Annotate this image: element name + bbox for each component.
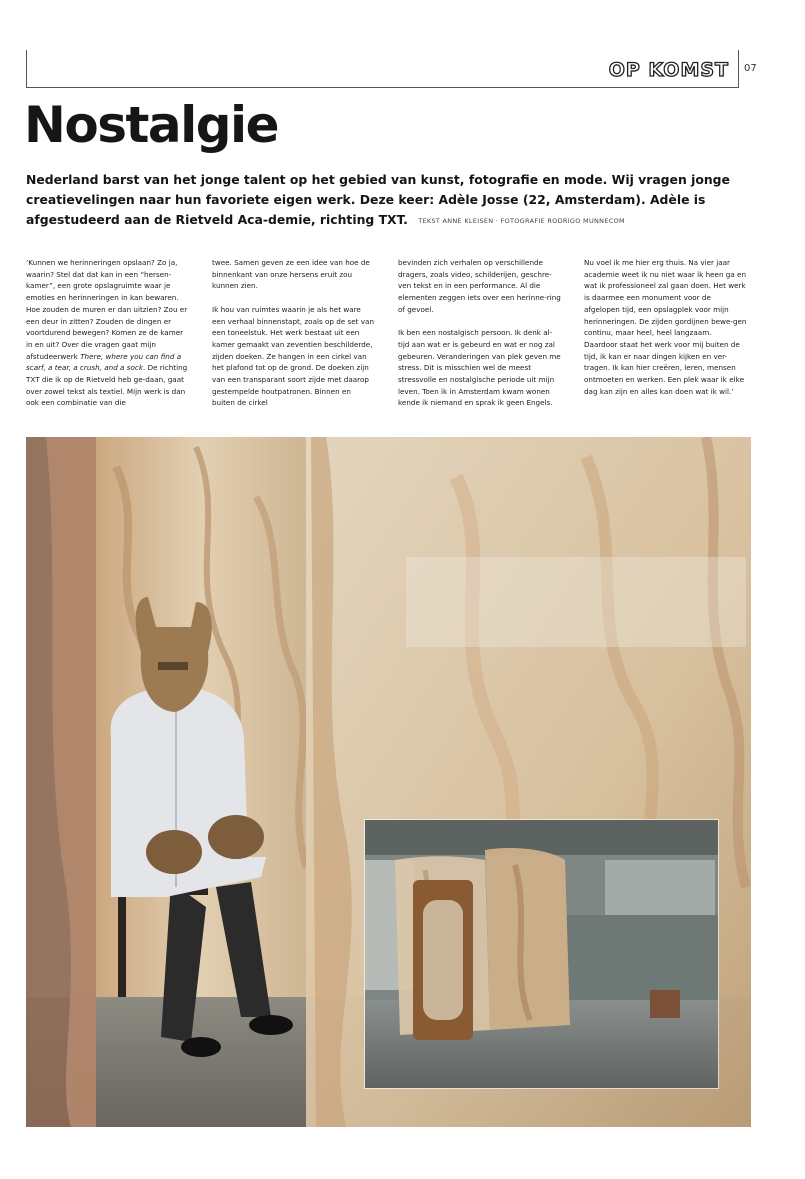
page-number: 07 bbox=[744, 63, 757, 74]
column-1-paragraph-1 bbox=[26, 257, 189, 409]
article-title: Nostalgie bbox=[24, 96, 279, 154]
intro-text: Nederland barst van het jonge talent op het gebied van kunst, fotografie en mode. Wij vragen jonge creatievelingen naar hun favoriete eigen werk. Deze keer: Adèle Josse (22, Amsterdam). Adèle is afgestudeerd aan de Rietveld Aca-demie, richting TXT. bbox=[26, 172, 730, 227]
column-1-text-a: ‘Kunnen we herinneringen opslaan? Zo ja, waarin? Stel dat dat kan in een “hersen-kamer”, een grote opslagruimte waar je emoties en herinneringen in kan bewaren. Hoe zouden de muren er dan uitzien? Zou er een deur in zitten? Zouden de dingen er voortdurend bewegen? Komen ze de kamer in en uit? Over die vragen gaat mijn afstudeerwerk bbox=[26, 258, 188, 361]
header-rule-right bbox=[738, 50, 739, 88]
inset-photo bbox=[365, 820, 718, 1088]
article-credits: TEKST ANNE KLEISEN · FOTOGRAFIE RODRIGO MUNNECOM bbox=[418, 217, 625, 225]
column-1-text-b: . De richting TXT die ik op de Rietveld heb ge-daan, gaat over zowel tekst als textiel. Mijn werk is dan ook een combinatie van die bbox=[26, 363, 188, 408]
text-column-2 bbox=[212, 257, 375, 421]
column-2-paragraph-2: Ik hou van ruimtes waarin je als het ware een verhaal binnenstapt, zoals op de set van een toneelstuk. Het werk bestaat uit een kamer gemaakt van zeventien beschilderde, zijden doeken. Ze hangen in een cirkel van het plafond tot op de grond. De doeken zijn van een transparant soort zijde met daarop gestempelde houtpatronen. Binnen en buiten de cirkel bbox=[212, 304, 374, 408]
artwork-title: There, where you can find a scarf, a tear, a crush, and a sock bbox=[26, 351, 182, 373]
column-3-paragraph-1: bevinden zich verhalen op verschillende dragers, zoals video, schilderijen, geschre-ven tekst en in een performance. Al die elementen zeggen iets over een herinne-ring of gevoel. bbox=[398, 258, 561, 314]
inset-photo-illustration bbox=[365, 820, 718, 1088]
column-4-paragraph-1: Nu voel ik me hier erg thuis. Na vier jaar academie weet ik nu niet waar ik heen ga en wat ik professioneel zal gaan doen. Het werk is daarmee een monument voor de afgelopen tijd, een opslagplek voor mijn herinneringen. De zijden gordijnen bewe-gen continu, maar heel, heel langzaam. Daardoor staat het werk voor mij buiten de tijd, ik kan er naar dingen kijken en ver-tragen. Ik kan hier creëren, leren, mensen ontmoeten en werken. Een plek waar ik elke dag kan zijn en alles kan doen wat ik wil.’ bbox=[584, 258, 747, 396]
text-column-1 bbox=[26, 257, 189, 421]
header-rule-bottom bbox=[26, 87, 738, 88]
text-column-3 bbox=[398, 257, 561, 421]
text-column-4 bbox=[584, 257, 747, 409]
header-rule-left bbox=[26, 50, 27, 88]
column-3-paragraph-2: Ik ben een nostalgisch persoon. Ik denk al-tijd aan wat er is gebeurd en wat er nog zal gebeuren. Veranderingen van plek geven me stress. Dit is misschien wel de meest stressvolle en nostalgische periode uit mijn leven. Toen ik in Amsterdam kwam wonen kende ik niemand en sprak ik geen Engels. bbox=[398, 328, 561, 408]
masthead-logo: OP KOMST bbox=[608, 59, 729, 81]
column-2-paragraph-1: twee. Samen geven ze een idee van hoe de binnenkant van onze hersens eruit zou kunnen zien. bbox=[212, 258, 370, 291]
article-intro bbox=[26, 170, 751, 231]
